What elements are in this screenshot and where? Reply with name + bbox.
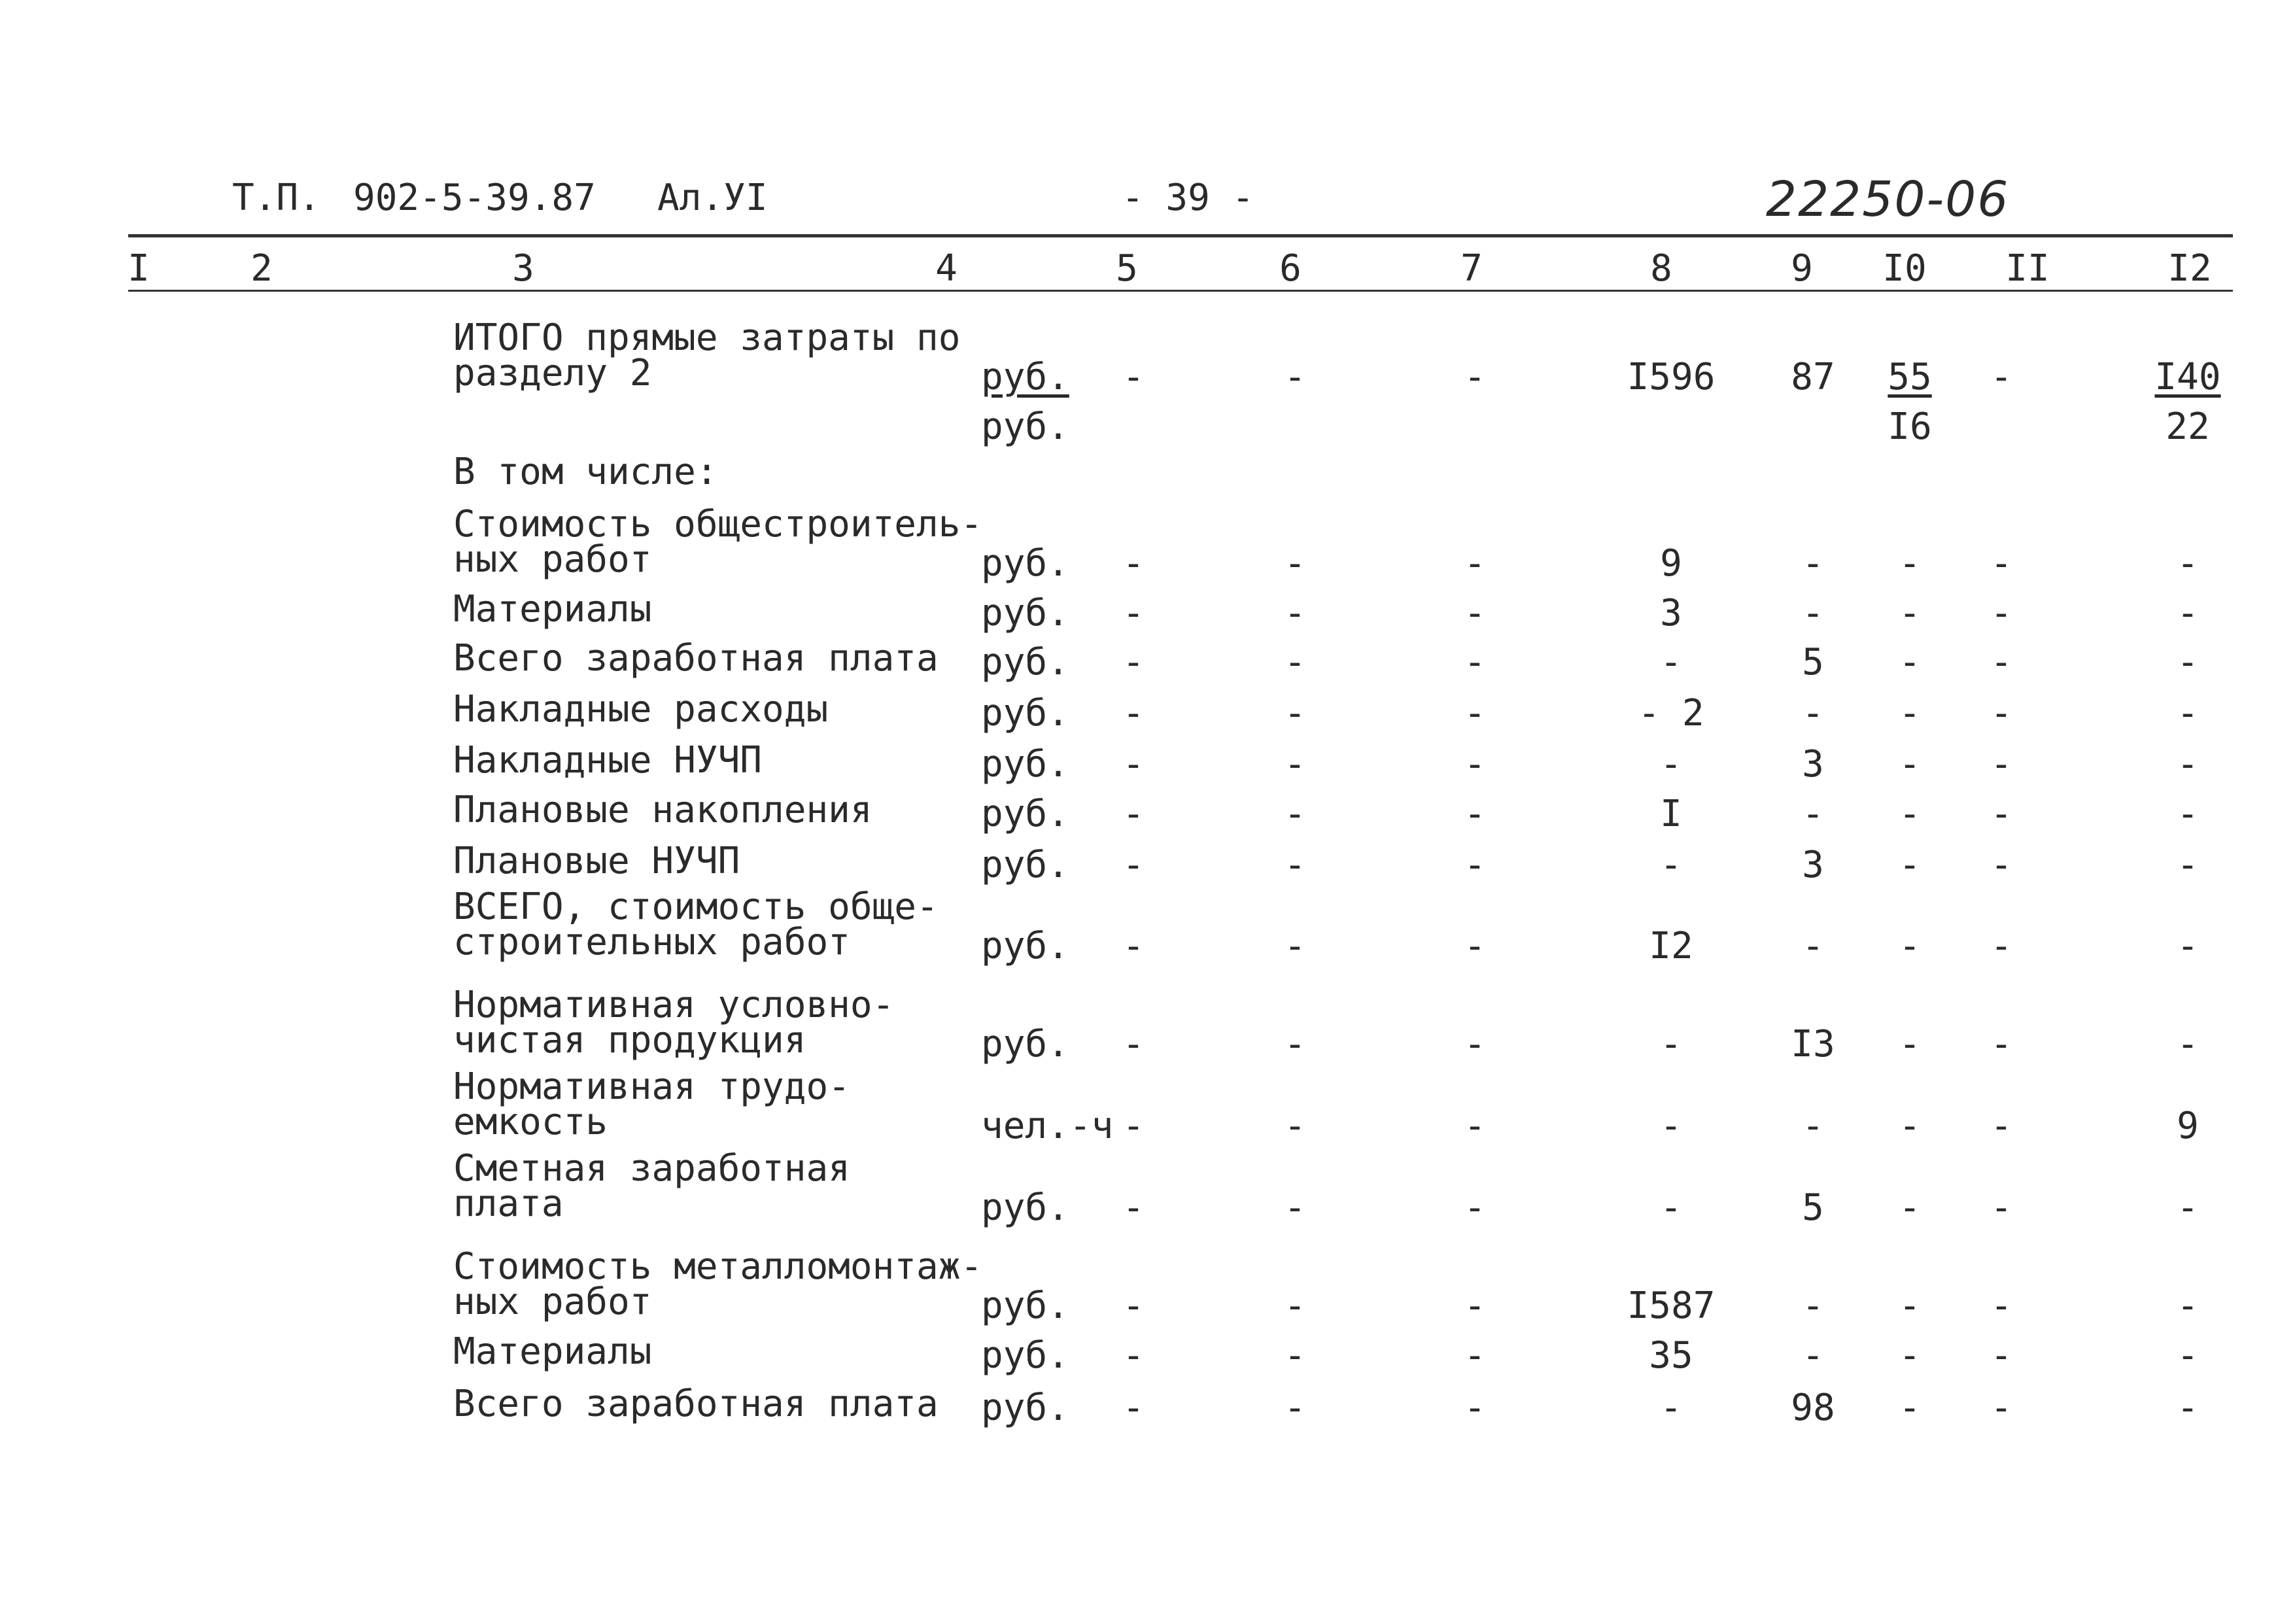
cell-col-6: - xyxy=(1284,1186,1306,1229)
cell-col-10: - xyxy=(1899,844,1921,886)
cell-col-8: 9 xyxy=(1660,542,1682,585)
cell-col-5: - xyxy=(1122,356,1145,398)
cell-col-9: - xyxy=(1802,925,1824,967)
cell-col-7: - xyxy=(1464,743,1486,786)
column-number: II xyxy=(2005,247,2050,290)
cell-col-7: - xyxy=(1464,844,1486,886)
cell-col-11: - xyxy=(1990,641,2012,683)
cell-col-7: - xyxy=(1464,793,1486,835)
cell-col-9: 5 xyxy=(1802,641,1824,683)
cell-col-10: - xyxy=(1899,1334,1921,1377)
cell-col-7: - xyxy=(1464,1285,1486,1327)
cell-col-7: - xyxy=(1464,1387,1486,1429)
cell-col-5: - xyxy=(1122,925,1145,967)
cell-col-12: - xyxy=(2177,1023,2199,1065)
project-number: 902-5-39.87 xyxy=(353,177,596,219)
cell-col-9: 98 xyxy=(1791,1387,1835,1429)
cell-col-7: - xyxy=(1464,1186,1486,1229)
cell-col-11: - xyxy=(1990,692,2012,734)
cell-col-11: - xyxy=(1990,743,2012,786)
cell-col-8: I587 xyxy=(1627,1285,1716,1327)
cell-col-12: - xyxy=(2177,1186,2199,1229)
cell-col-5: - xyxy=(1122,592,1145,634)
cell-col-11: - xyxy=(1990,925,2012,967)
header-rule-top xyxy=(128,234,2233,237)
cell-col-10: - xyxy=(1899,1285,1921,1327)
cell-col-11: - xyxy=(1990,542,2012,585)
cell-col-6: - xyxy=(1284,1023,1306,1065)
row-unit: руб. xyxy=(981,793,1069,835)
cell-col-12: - xyxy=(2177,641,2199,683)
cell-col-8: - xyxy=(1660,641,1682,683)
cell-col-6: - xyxy=(1284,356,1306,398)
cell-col-6: - xyxy=(1284,844,1306,886)
cell-col-8: - xyxy=(1660,1023,1682,1065)
cell-col-5: - xyxy=(1122,1186,1145,1229)
cell-col-6: - xyxy=(1284,743,1306,786)
cell-col-11: - xyxy=(1990,1387,2012,1429)
cell-col-7: - xyxy=(1464,641,1486,683)
row-label: Материалы xyxy=(453,1330,652,1373)
cell-col-12: - xyxy=(2177,743,2199,786)
cell-col-12: - xyxy=(2177,592,2199,634)
cell-col-7: - xyxy=(1464,542,1486,585)
cell-col-9: I3 xyxy=(1791,1023,1835,1065)
row-unit: руб. xyxy=(981,356,1069,398)
row-unit: руб. xyxy=(981,1285,1069,1327)
cell-col-12: - xyxy=(2177,1334,2199,1377)
cell-col-12: 22 xyxy=(2166,406,2210,448)
cell-col-11: - xyxy=(1990,592,2012,634)
cell-col-5: - xyxy=(1122,1387,1145,1429)
row-label: ВСЕГО, стоимость обще- строительных работ xyxy=(453,886,939,963)
cell-col-5: - xyxy=(1122,743,1145,786)
row-label: Накладные расходы xyxy=(453,688,829,731)
cell-col-11: - xyxy=(1990,1105,2012,1147)
cell-col-12: 9 xyxy=(2177,1105,2199,1147)
cell-col-10: - xyxy=(1899,1387,1921,1429)
cell-col-6: - xyxy=(1284,692,1306,734)
column-number: I2 xyxy=(2167,247,2212,290)
cell-col-6: - xyxy=(1284,1387,1306,1429)
row-label: Стоимость металломонтаж- ных работ xyxy=(453,1245,983,1323)
column-number: 5 xyxy=(1116,247,1138,290)
cell-col-10: I6 xyxy=(1888,406,1932,448)
column-number: 4 xyxy=(935,247,958,290)
row-label: В том числе: xyxy=(453,451,718,493)
tp-label: Т.П. xyxy=(232,177,320,219)
cell-col-10: - xyxy=(1899,1023,1921,1065)
row-label: Материалы xyxy=(453,588,652,631)
document-number: 22250-06 xyxy=(1766,171,2010,228)
cell-col-12: - xyxy=(2177,542,2199,585)
cell-col-6: - xyxy=(1284,1334,1306,1377)
cell-col-8: - xyxy=(1660,1105,1682,1147)
column-number: I xyxy=(128,247,150,290)
row-unit: руб. xyxy=(981,592,1069,634)
column-number: 7 xyxy=(1460,247,1483,290)
cell-col-8: 35 xyxy=(1649,1334,1693,1377)
row-label: Плановые НУЧП xyxy=(453,840,740,882)
cell-col-8: - xyxy=(1660,844,1682,886)
cell-col-8: - 2 xyxy=(1638,692,1704,734)
cell-col-5: - xyxy=(1122,1023,1145,1065)
cell-col-9: 3 xyxy=(1802,844,1824,886)
cell-col-9: 3 xyxy=(1802,743,1824,786)
cell-col-10: - xyxy=(1899,1105,1921,1147)
row-label: Накладные НУЧП xyxy=(453,739,763,782)
column-number: 8 xyxy=(1650,247,1672,290)
cell-col-11: - xyxy=(1990,793,2012,835)
cell-col-5: - xyxy=(1122,542,1145,585)
page-number: - 39 - xyxy=(1122,177,1254,219)
cell-col-12: I40 xyxy=(2154,356,2221,398)
cell-col-5: - xyxy=(1122,1105,1145,1147)
cell-col-6: - xyxy=(1284,1285,1306,1327)
cell-col-9: - xyxy=(1802,542,1824,585)
row-label: Нормативная трудо- емкость xyxy=(453,1065,850,1143)
row-unit: руб. xyxy=(981,641,1069,683)
cell-col-6: - xyxy=(1284,641,1306,683)
cell-col-7: - xyxy=(1464,925,1486,967)
row-unit: руб. xyxy=(981,1186,1069,1229)
cell-col-11: - xyxy=(1990,1186,2012,1229)
cell-col-5: - xyxy=(1122,641,1145,683)
cell-col-12: - xyxy=(2177,793,2199,835)
cell-col-6: - xyxy=(1284,542,1306,585)
column-number: 6 xyxy=(1279,247,1302,290)
cell-col-8: - xyxy=(1660,1186,1682,1229)
cell-col-9: - xyxy=(1802,592,1824,634)
cell-col-9: - xyxy=(1802,1285,1824,1327)
column-number: 3 xyxy=(512,247,534,290)
cell-col-10: 55 xyxy=(1888,356,1932,398)
cell-col-8: I596 xyxy=(1627,356,1716,398)
column-number: 9 xyxy=(1791,247,1813,290)
cell-col-11: - xyxy=(1990,356,2012,398)
row-unit: руб. xyxy=(981,692,1069,734)
cell-col-6: - xyxy=(1284,925,1306,967)
cell-col-8: 3 xyxy=(1660,592,1682,634)
row-unit: чел.-ч xyxy=(981,1105,1114,1147)
row-label: Всего заработная плата xyxy=(453,637,939,680)
cell-col-12: - xyxy=(2177,844,2199,886)
row-label: ИТОГО прямые затраты по разделу 2 xyxy=(453,317,961,394)
cell-col-7: - xyxy=(1464,1023,1486,1065)
cell-col-5: - xyxy=(1122,1334,1145,1377)
row-unit: руб. xyxy=(981,542,1069,585)
cell-col-6: - xyxy=(1284,592,1306,634)
row-label: Всего заработная плата xyxy=(453,1383,939,1425)
cell-col-5: - xyxy=(1122,692,1145,734)
cell-col-8: - xyxy=(1660,743,1682,786)
cell-col-7: - xyxy=(1464,356,1486,398)
row-label: Плановые накопления xyxy=(453,789,872,831)
row-unit: руб. xyxy=(981,743,1069,786)
cell-col-11: - xyxy=(1990,844,2012,886)
cell-col-11: - xyxy=(1990,1023,2012,1065)
cell-col-9: 5 xyxy=(1802,1186,1824,1229)
cell-col-9: - xyxy=(1802,793,1824,835)
cell-col-8: I xyxy=(1660,793,1682,835)
cell-col-5: - xyxy=(1122,844,1145,886)
cell-col-10: - xyxy=(1899,641,1921,683)
cell-col-12: - xyxy=(2177,1285,2199,1327)
cell-col-9: - xyxy=(1802,1105,1824,1147)
cell-col-8: I2 xyxy=(1649,925,1693,967)
cell-col-6: - xyxy=(1284,1105,1306,1147)
row-label: Стоимость общестроитель- ных работ xyxy=(453,503,983,581)
cell-col-7: - xyxy=(1464,1105,1486,1147)
cell-col-8: - xyxy=(1660,1387,1682,1429)
cell-col-10: - xyxy=(1899,592,1921,634)
cell-col-5: - xyxy=(1122,1285,1145,1327)
column-number: I0 xyxy=(1882,247,1927,290)
cell-col-9: 87 xyxy=(1791,356,1835,398)
cell-col-10: - xyxy=(1899,743,1921,786)
cell-col-6: - xyxy=(1284,793,1306,835)
cell-col-12: - xyxy=(2177,1387,2199,1429)
cell-col-12: - xyxy=(2177,925,2199,967)
row-unit: руб. xyxy=(981,925,1069,967)
column-number: 2 xyxy=(250,247,273,290)
cell-col-12: - xyxy=(2177,692,2199,734)
row-unit: руб. xyxy=(981,406,1069,448)
cell-col-5: - xyxy=(1122,793,1145,835)
cell-col-10: - xyxy=(1899,793,1921,835)
cell-col-10: - xyxy=(1899,1186,1921,1229)
row-unit: руб. xyxy=(981,844,1069,886)
cell-col-11: - xyxy=(1990,1285,2012,1327)
cell-col-9: - xyxy=(1802,692,1824,734)
header-rule-bottom xyxy=(128,290,2233,292)
album-number: Ал.УI xyxy=(657,177,768,219)
row-unit: руб. xyxy=(981,1334,1069,1377)
cell-col-10: - xyxy=(1899,692,1921,734)
cell-col-9: - xyxy=(1802,1334,1824,1377)
row-unit: руб. xyxy=(981,1023,1069,1065)
cell-col-10: - xyxy=(1899,542,1921,585)
cell-col-11: - xyxy=(1990,1334,2012,1377)
row-label: Сметная заработная плата xyxy=(453,1147,850,1225)
cell-col-7: - xyxy=(1464,592,1486,634)
row-unit: руб. xyxy=(981,1387,1069,1429)
cell-col-7: - xyxy=(1464,692,1486,734)
row-label: Нормативная условно- чистая продукция xyxy=(453,984,895,1062)
cell-col-7: - xyxy=(1464,1334,1486,1377)
cell-col-10: - xyxy=(1899,925,1921,967)
